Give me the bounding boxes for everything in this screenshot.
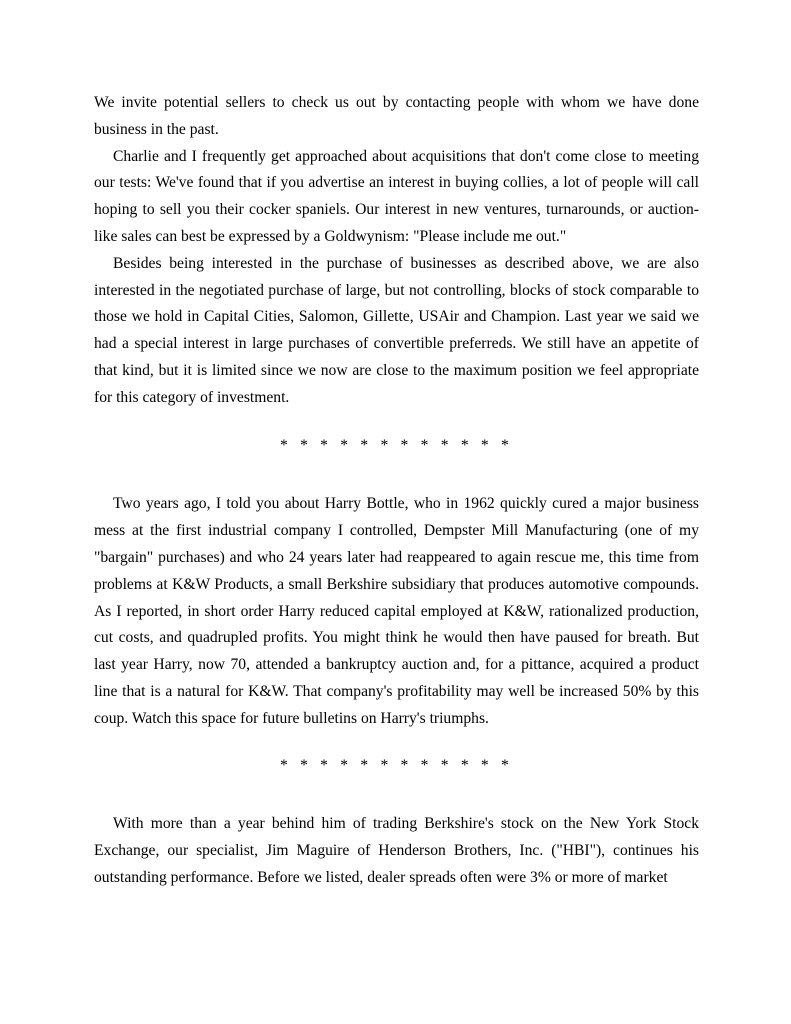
document-page bbox=[94, 90, 699, 892]
paragraph-acquisitions: Charlie and I frequently get approached about acquisitions that don't come close to meeting our tests: We've found that if you advertise an interest in buying collies, a lot of people will call hoping to sell you their cocker spaniels. Our interest in new ventures, turnarounds, or auction-like sales can best be expressed by a Goldwynism: "Please include me out." bbox=[94, 147, 699, 245]
paragraph-nyse-specialist: With more than a year behind him of trading Berkshire's stock on the New York Stock Exchange, our specialist, Jim Maguire of Henderson Brothers, Inc. ("HBI"), continues his outstanding performance. Before we listed, dealer spreads often were 3% or more of market bbox=[94, 815, 699, 886]
paragraph-sellers: We invite potential sellers to check us out by contacting people with whom we have done business in the past. bbox=[94, 94, 699, 138]
section-separator: * * * * * * * * * * * * bbox=[279, 436, 514, 454]
paragraph-harry-bottle: Two years ago, I told you about Harry Bottle, who in 1962 quickly cured a major business mess at the first industrial company I controlled, Dempster Mill Manufacturing (one of my "bargain" purchases) and who 24 years later had reappeared to again rescue me, this time from problems at K&W Products, a small Berkshire subsidiary that produces automotive compounds. As I reported, in short order Harry reduced capital employed at K&W, rationalized production, cut costs, and quadrupled profits. You might think he would then have paused for breath. But last year Harry, now 70, attended a bankruptcy auction and, for a pittance, acquired a product line that is a natural for K&W. That company's profitability may well be increased 50% by this coup. Watch this space for future bulletins on Harry's triumphs. bbox=[94, 495, 699, 727]
section-separator: * * * * * * * * * * * * bbox=[279, 756, 514, 774]
paragraph-stock-purchases: Besides being interested in the purchase of businesses as described above, we are also interested in the negotiated purchase of large, but not controlling, blocks of stock comparable to those we hold in Capital Cities, Salomon, Gillette, USAir and Champion. Last year we said we had a special interest in large purchases of convertible preferreds. We still have an appetite of that kind, but it is limited since we now are close to the maximum position we feel appropriate for this category of investment. bbox=[94, 254, 699, 406]
